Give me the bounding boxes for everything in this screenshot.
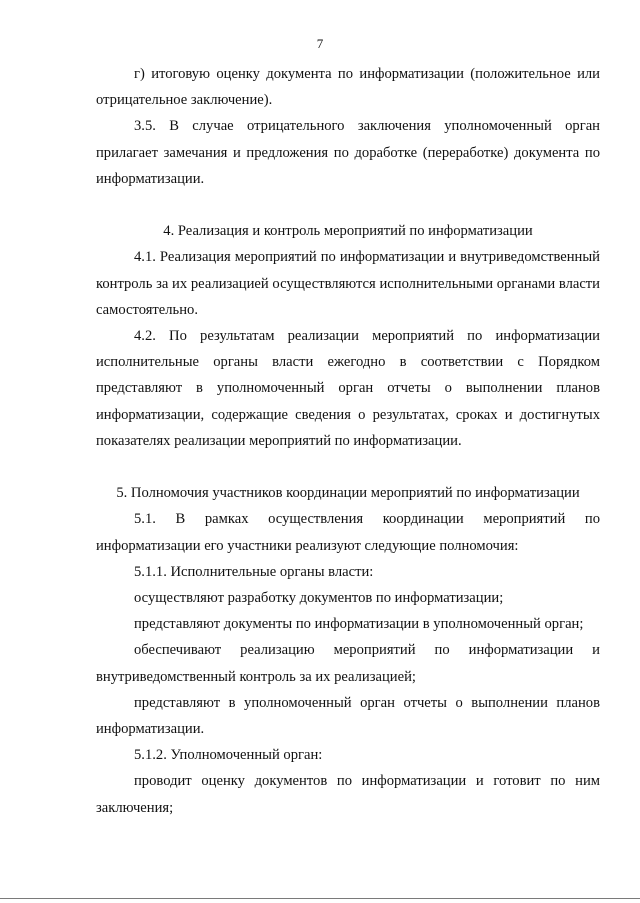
page-number: 7 bbox=[316, 36, 324, 51]
section-heading-5: 5. Полномочия участников координации мероприятий по информатизации bbox=[116, 485, 580, 502]
paragraph-3-5: 3.5. В случае отрицательного заключения уполномоченный орган прилагает замечания и предложения по доработке (переработке) документа по информатизации. bbox=[96, 118, 600, 187]
paragraph-5-1-1: 5.1.1. Исполнительные органы власти: bbox=[134, 563, 374, 580]
paragraph-5-1-2: 5.1.2. Уполномоченный орган: bbox=[134, 747, 323, 764]
spacer bbox=[96, 192, 600, 218]
paragraph-5-1: 5.1. В рамках осуществления координации мероприятий по информатизации его участники реализуют следующие полномочия: bbox=[96, 511, 600, 554]
page-bottom-rule bbox=[0, 898, 640, 899]
list-item-assess-documents: проводит оценку документов по информатизации и готовит по ним заключения; bbox=[96, 773, 600, 816]
list-item-ensure-implementation: обеспечивают реализацию мероприятий по информатизации и внутриведомственный контроль за их реализацией; bbox=[96, 642, 600, 685]
paragraph-4-2: 4.2. По результатам реализации мероприятий по информатизации исполнительные органы власти ежегодно в соответствии с Порядком представляют в уполномоченный орган отчеты о выполнении планов информатизации, содержащие сведения о результатах, сроках и достигнутых показателях реализации мероприятий по информатизации. bbox=[96, 328, 600, 449]
paragraph-4-1: 4.1. Реализация мероприятий по информатизации и внутриведомственный контроль за их реализацией осуществляются исполнительными органами власти самостоятельно. bbox=[96, 249, 600, 318]
list-item-develop-documents: осуществляют разработку документов по информатизации; bbox=[134, 590, 504, 607]
spacer bbox=[96, 454, 600, 480]
list-item-submit-documents: представляют документы по информатизации в уполномоченный орган; bbox=[134, 616, 584, 633]
section-heading-4: 4. Реализация и контроль мероприятий по информатизации bbox=[163, 223, 533, 240]
list-item-submit-reports: представляют в уполномоченный орган отчеты о выполнении планов информатизации. bbox=[96, 694, 600, 738]
paragraph-final-assessment: г) итоговую оценку документа по информатизации (положительное или отрицательное заключение). bbox=[96, 66, 600, 109]
document-body bbox=[96, 61, 600, 821]
